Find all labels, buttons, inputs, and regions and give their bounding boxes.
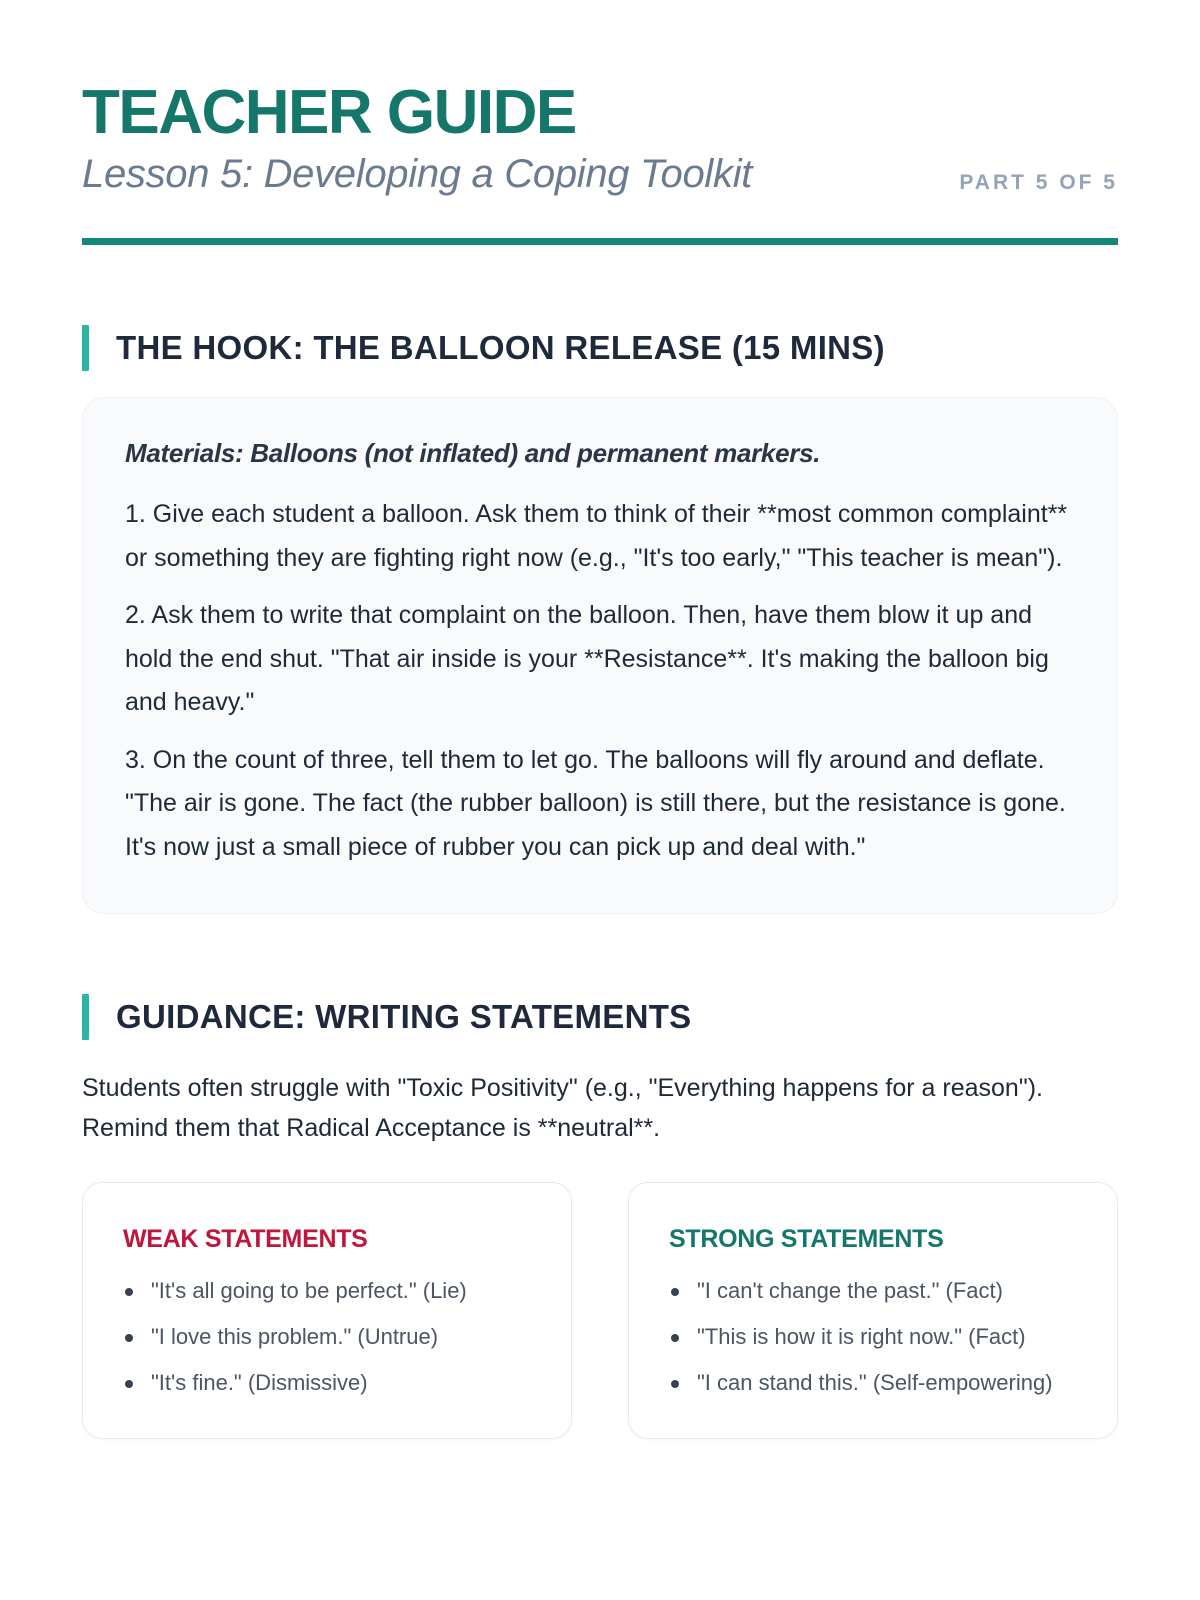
hook-step: 3. On the count of three, tell them to let go. The balloons will fly around and deflate. "The air is gone. The fact (the rubber balloon) is still there, but the resistance is gone. It's now just a small piece of rubber you can pick up and deal with." (125, 745, 1066, 861)
hook-section-heading: THE HOOK: THE BALLOON RELEASE (15 MINS) (82, 325, 1118, 371)
strong-statements-title: STRONG STATEMENTS (669, 1225, 944, 1253)
list-item: "I love this problem." (Untrue) (123, 1314, 531, 1360)
list-item: "This is how it is right now." (Fact) (669, 1314, 1077, 1360)
guidance-section-heading: GUIDANCE: WRITING STATEMENTS (82, 994, 1118, 1040)
hook-activity-box (82, 397, 1118, 914)
hook-step: 1. Give each student a balloon. Ask them to think of their **most common complaint** or something they are fighting right now (e.g., "It's too early," "This teacher is mean"). (125, 500, 1068, 572)
statement-cards (82, 1182, 1118, 1439)
weak-statements-title: WEAK STATEMENTS (123, 1225, 368, 1253)
weak-statements-card (82, 1182, 572, 1439)
materials-note: Materials: Balloons (not inflated) and permanent markers. (125, 438, 821, 468)
list-item: "It's all going to be perfect." (Lie) (123, 1268, 531, 1314)
hook-step: 2. Ask them to write that complaint on the balloon. Then, have them blow it up and hold the end shut. "That air inside is your **Resistance**. It's making the balloon big and heavy." (125, 601, 1049, 716)
part-indicator: PART 5 OF 5 (959, 171, 1118, 194)
list-item: "It's fine." (Dismissive) (123, 1360, 531, 1406)
weak-statements-list (123, 1268, 531, 1406)
strong-statements-card (628, 1182, 1118, 1439)
header-divider (82, 238, 1118, 245)
guidance-intro: Students often struggle with "Toxic Positivity" (e.g., "Everything happens for a reason"). Remind them that Radical Acceptance is **neutral**. (82, 1074, 1043, 1142)
list-item: "I can stand this." (Self-empowering) (669, 1360, 1077, 1406)
list-item: "I can't change the past." (Fact) (669, 1268, 1077, 1314)
lesson-subtitle: Lesson 5: Developing a Coping Toolkit (82, 152, 753, 196)
page-header (82, 0, 1118, 245)
page-title: TEACHER GUIDE (82, 78, 576, 147)
strong-statements-list (669, 1268, 1077, 1406)
